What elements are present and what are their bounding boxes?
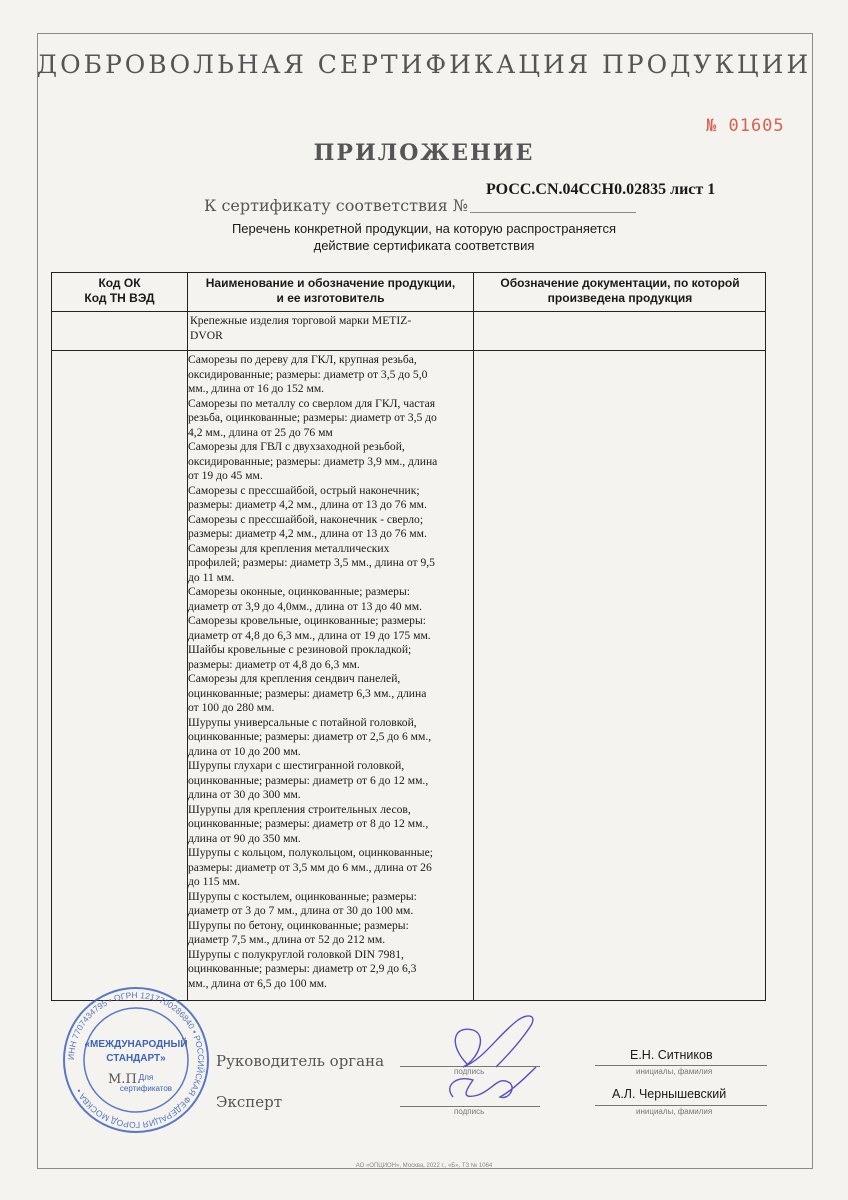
expert-name: А.Л. Чернышевский xyxy=(612,1087,727,1101)
document-heading: ДОБРОВОЛЬНАЯ СЕРТИФИКАЦИЯ ПРОДУКЦИИ xyxy=(36,50,812,79)
head-name-line xyxy=(595,1065,767,1066)
subtitle-line-2: действие сертификата соответствия xyxy=(313,238,535,253)
certificate-number: РОСС.CN.04ССН0.02835 лист 1 xyxy=(486,181,716,198)
certificate-label: К сертификату соответствия № xyxy=(204,196,468,215)
appendix-title: ПРИЛОЖЕНИЕ xyxy=(313,140,535,166)
product-item: Саморезы оконные, оцинкованные; размеры: диаметр от 3,9 до 4,0мм., длина от 13 до 40 мм. xyxy=(188,585,422,613)
head-of-body-label: Руководитель органа xyxy=(216,1052,385,1070)
expert-signature-hint: подпись xyxy=(454,1107,485,1116)
product-item: Шурупы для крепления строительных лесов, оцинкованные; размеры: диаметр от 8 до 12 мм., длина от 90 до 350 мм. xyxy=(188,802,429,845)
subtitle-line-1: Перечень конкретной продукции, на которую распространяется xyxy=(231,221,617,236)
product-item: Шурупы с костылем, оцинкованные; размеры: диаметр от 3 до 7 мм., длина от 30 до 100 мм. xyxy=(188,889,417,917)
column-header-documentation: Обозначение документации, по которой произведена продукция xyxy=(500,276,740,305)
product-item: Саморезы для крепления металлических профилей; размеры: диаметр 3,5 мм., длина от 9,5 до 11 мм. xyxy=(188,541,435,584)
stamp-ring-text: ИНН 7707434795 • ОГРН 1217700286840 • РОССИЙСКАЯ ФЕДЕРАЦИЯ ГОРОД МОСКВА • xyxy=(65,989,207,1131)
product-item: Шурупы с полукруглой головкой DIN 7981, оцинкованные; размеры: диаметр от 2,9 до 6,3 мм., длина от 6,5 до 100 мм. xyxy=(188,947,417,990)
product-item: Шурупы по бетону, оцинкованные; размеры: диаметр 7,5 мм., длина от 52 до 212 мм. xyxy=(188,918,409,946)
product-item: Саморезы по металлу со сверлом для ГКЛ, частая резьба, оцинкованные; размеры: диаметр от 3,5 до 4,2 мм., длина от 25 до 76 мм xyxy=(188,396,437,439)
product-item: Саморезы по дереву для ГКЛ, крупная резьба, оксидированные; размеры: диаметр от 3,5 до 5,0 мм., длина от 16 до 152 мм. xyxy=(188,353,428,395)
products-table xyxy=(51,272,766,1001)
stamp-center-line-2: СТАНДАРТ» xyxy=(106,1053,166,1064)
handwritten-signatures xyxy=(418,1005,558,1115)
stamp-place-label: М.П. xyxy=(108,1072,141,1087)
product-item: Саморезы с прессшайбой, наконечник - сверло; размеры: диаметр 4,2 мм., длина от 13 до 76 мм. xyxy=(188,512,427,540)
column-header-product: Наименование и обозначение продукции, и ее изготовитель xyxy=(205,276,456,305)
expert-name-hint: инициалы, фамилия xyxy=(636,1107,713,1116)
product-item: Шайбы кровельные с резиновой прокладкой; размеры: диаметр от 4,8 до 6,3 мм. xyxy=(188,643,412,671)
brand-cell: Крепежные изделия торговой марки METIZ- DVOR xyxy=(190,314,412,342)
print-footer: АО «ОПЦИОН», Москва, 2022 г., «Б», ТЗ № 1064 xyxy=(355,1163,493,1169)
certificate-underline xyxy=(470,212,636,213)
product-item: Саморезы с прессшайбой, острый наконечник; размеры: диаметр 4,2 мм., длина от 13 до 76 мм. xyxy=(188,483,427,511)
head-name-hint: инициалы, фамилия xyxy=(636,1067,713,1076)
product-item: Шурупы глухари с шестигранной головкой, оцинкованные; размеры: диаметр от 6 до 12 мм., длина от 30 до 300 мм. xyxy=(188,759,429,801)
round-stamp xyxy=(61,985,211,1135)
head-signature-hint: подпись xyxy=(454,1067,485,1076)
product-item: Шурупы универсальные с потайной головкой, оцинкованные; размеры: диаметр от 2,5 до 6 мм., длина от 10 до 200 мм. xyxy=(188,715,432,758)
stamp-center-line-3: Для xyxy=(138,1073,154,1082)
head-name: Е.Н. Ситников xyxy=(630,1048,713,1062)
column-header-code: Код ОК Код ТН ВЭД xyxy=(84,276,155,305)
subtitle xyxy=(0,220,848,254)
form-serial-number: № 01605 xyxy=(706,116,785,136)
product-item: Саморезы для ГВЛ с двухзаходной резьбой, оксидированные; размеры: диаметр 3,9 мм., длина от 19 до 45 мм. xyxy=(188,440,438,482)
stamp-center-line-1: «МЕЖДУНАРОДНЫЙ xyxy=(84,1039,188,1050)
stamp-center-line-4: сертификатов xyxy=(119,1084,173,1093)
column-divider-2 xyxy=(473,273,474,1000)
product-item: Саморезы кровельные, оцинкованные; размеры: диаметр от 4,8 до 6,3 мм., длина от 19 до 175 мм. xyxy=(188,614,431,642)
product-item: Саморезы для крепления сендвич панелей, оцинкованные; размеры: диаметр 6,3 мм., длина от 100 до 280 мм. xyxy=(188,672,427,714)
product-item: Шурупы с кольцом, полукольцом, оцинкованные; размеры: диаметр от 3,5 мм до 6 мм., длина от 26 до 115 мм. xyxy=(188,846,433,888)
expert-label: Эксперт xyxy=(216,1093,283,1111)
product-items-list xyxy=(188,353,470,991)
header-row-divider xyxy=(52,311,765,312)
brand-row-divider xyxy=(52,350,765,351)
expert-name-line xyxy=(595,1105,767,1106)
